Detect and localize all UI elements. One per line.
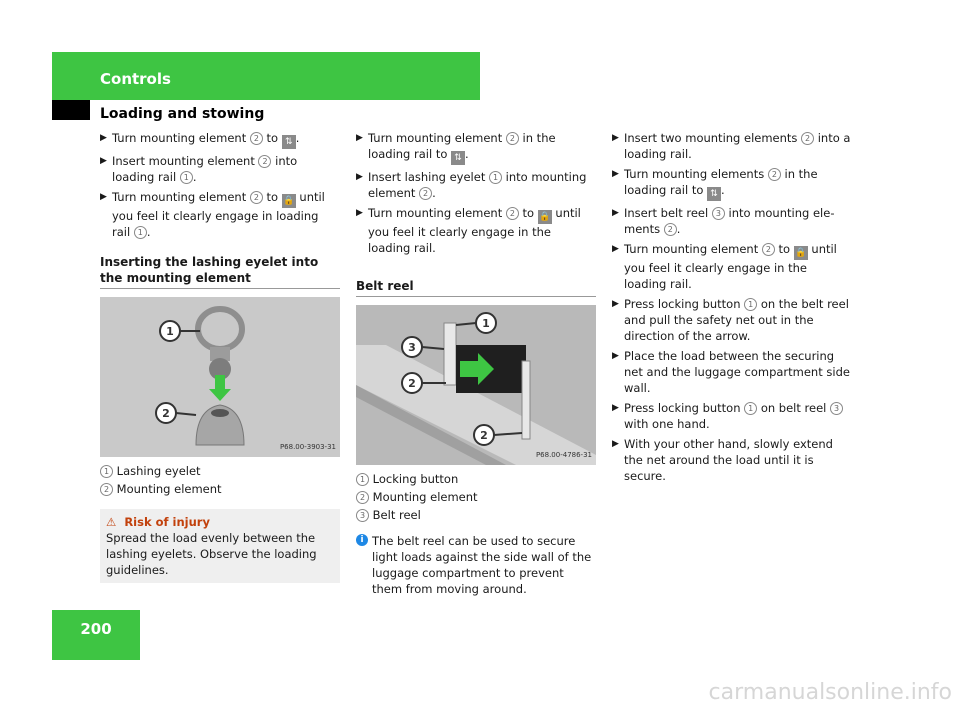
unlock-symbol-icon: ⇅ [282, 135, 296, 149]
step: ▶ Insert lashing eyelet 1 into mounting element 2 . [356, 170, 587, 200]
svg-text:1: 1 [482, 317, 490, 330]
callout-number: 2 [762, 243, 775, 256]
bullet-arrow-icon: ▶ [612, 439, 619, 449]
belt-reel-drawing [356, 305, 596, 465]
legend [100, 463, 340, 497]
bullet-arrow-icon: ▶ [356, 172, 363, 182]
step: ▶ Insert belt reel 3 into mounting elements 2 . [612, 206, 835, 236]
lock-symbol-icon: 🔒 [283, 196, 295, 206]
warning-text: Spread the load evenly between the lashing eyelets. Observe the loading guidelines. [106, 531, 317, 577]
callout-number: 2 [250, 132, 263, 145]
legend-item: 1 Lashing eyelet [100, 463, 340, 479]
bullet-arrow-icon: ▶ [612, 133, 619, 143]
info-note: i The belt reel can be used to secure light loads against the side wall of the luggage compartment to prevent them from moving around. [356, 533, 596, 597]
bullet-arrow-icon: ▶ [612, 299, 619, 309]
bullet-arrow-icon: ▶ [612, 351, 619, 361]
legend [356, 471, 596, 523]
callout-number: 1 [744, 402, 757, 415]
step: ▶ Press locking button 1 on the belt reel and pull the safety net out in the direction of the arrow. [612, 297, 849, 343]
svg-text:3: 3 [408, 341, 416, 354]
unlock-symbol-icon: ⇅ [451, 151, 465, 165]
callout-number: 2 [801, 132, 814, 145]
legend-item: 2 Mounting element [100, 481, 340, 497]
bullet-arrow-icon: ▶ [356, 133, 363, 143]
svg-text:2: 2 [162, 407, 170, 420]
section-title: Controls [100, 70, 171, 88]
lashing-eyelet-illustration [100, 297, 340, 457]
step: ▶ Place the load between the securing net and the luggage compartment side wall. [612, 349, 850, 395]
bullet-arrow-icon: ▶ [612, 403, 619, 413]
image-code: P68.00-4786-31 [535, 451, 592, 459]
section-heading: Belt reel [356, 278, 596, 297]
svg-text:2: 2 [480, 429, 488, 442]
page-number: 200 [80, 620, 112, 638]
bullet-arrow-icon: ▶ [100, 192, 107, 202]
lock-symbol-icon: 🔒 [795, 248, 807, 258]
callout-number: 2 [506, 207, 519, 220]
legend-item: 3 Belt reel [356, 507, 596, 523]
svg-text:2: 2 [408, 377, 416, 390]
info-icon: i [356, 534, 368, 546]
callout-number: 2 [664, 223, 677, 236]
column-2 [356, 130, 596, 597]
step: ▶ Turn mounting element 2 to 🔒 until you feel it clearly engage in the loading rail. [612, 242, 837, 291]
lock-symbol-icon: 🔒 [539, 212, 551, 222]
step: ▶ With your other hand, slowly extend the net around the load until it is secure. [612, 437, 833, 483]
callout-number: 2 [506, 132, 519, 145]
callout-number: 1 [489, 171, 502, 184]
unlock-symbol-icon: ⇅ [707, 187, 721, 201]
warning-title: ⚠ Risk of injury [106, 515, 210, 529]
bullet-arrow-icon: ▶ [612, 169, 619, 179]
column-1 [100, 130, 340, 583]
bullet-arrow-icon: ▶ [612, 244, 619, 254]
bullet-arrow-icon: ▶ [612, 208, 619, 218]
belt-reel-illustration [356, 305, 596, 465]
column-3 [612, 130, 852, 488]
callout-number: 3 [712, 207, 725, 220]
callout-number: 1 [744, 298, 757, 311]
lashing-eyelet-drawing [100, 297, 340, 457]
bullet-arrow-icon: ▶ [100, 133, 107, 143]
callout-number: 2 [419, 187, 432, 200]
callout-number: 2 [768, 168, 781, 181]
watermark: carmanualsonline.info [708, 680, 952, 705]
step: ▶ Turn mounting element 2 in the loading rail to ⇅ . [356, 131, 556, 163]
warning-icon: ⚠ [106, 515, 117, 529]
page-title: Loading and stowing [100, 106, 265, 122]
step: ▶ Insert mounting element 2 into loading rail 1 . [100, 154, 298, 184]
warning-box [100, 509, 340, 583]
callout-number: 2 [250, 191, 263, 204]
legend-item: 2 Mounting element [356, 489, 596, 505]
legend-item: 1 Locking button [356, 471, 596, 487]
svg-text:1: 1 [166, 325, 174, 338]
step: ▶ Turn mounting element 2 to 🔒 until you feel it clearly engage in loading rail 1 . [100, 190, 325, 239]
bullet-arrow-icon: ▶ [100, 156, 107, 166]
callout-number: 3 [830, 402, 843, 415]
step: ▶ Turn mounting element 2 to ⇅ . [100, 131, 300, 147]
callout-number: 1 [134, 226, 147, 239]
callout-number: 1 [180, 171, 193, 184]
image-code: P68.00-3903-31 [279, 443, 336, 451]
step: ▶ Insert two mounting elements 2 into a loading rail. [612, 131, 851, 161]
header-tab [52, 100, 90, 120]
callout-number: 2 [258, 155, 271, 168]
section-heading: Inserting the lashing eyelet into the mounting element [100, 254, 340, 289]
step: ▶ Press locking button 1 on belt reel 3 with one hand. [612, 400, 852, 432]
step: ▶ Turn mounting elements 2 in the loading rail to ⇅ . [612, 167, 818, 199]
bullet-arrow-icon: ▶ [356, 208, 363, 218]
step: ▶ Turn mounting element 2 to 🔒 until you feel it clearly engage in the loading rail. [356, 206, 581, 255]
